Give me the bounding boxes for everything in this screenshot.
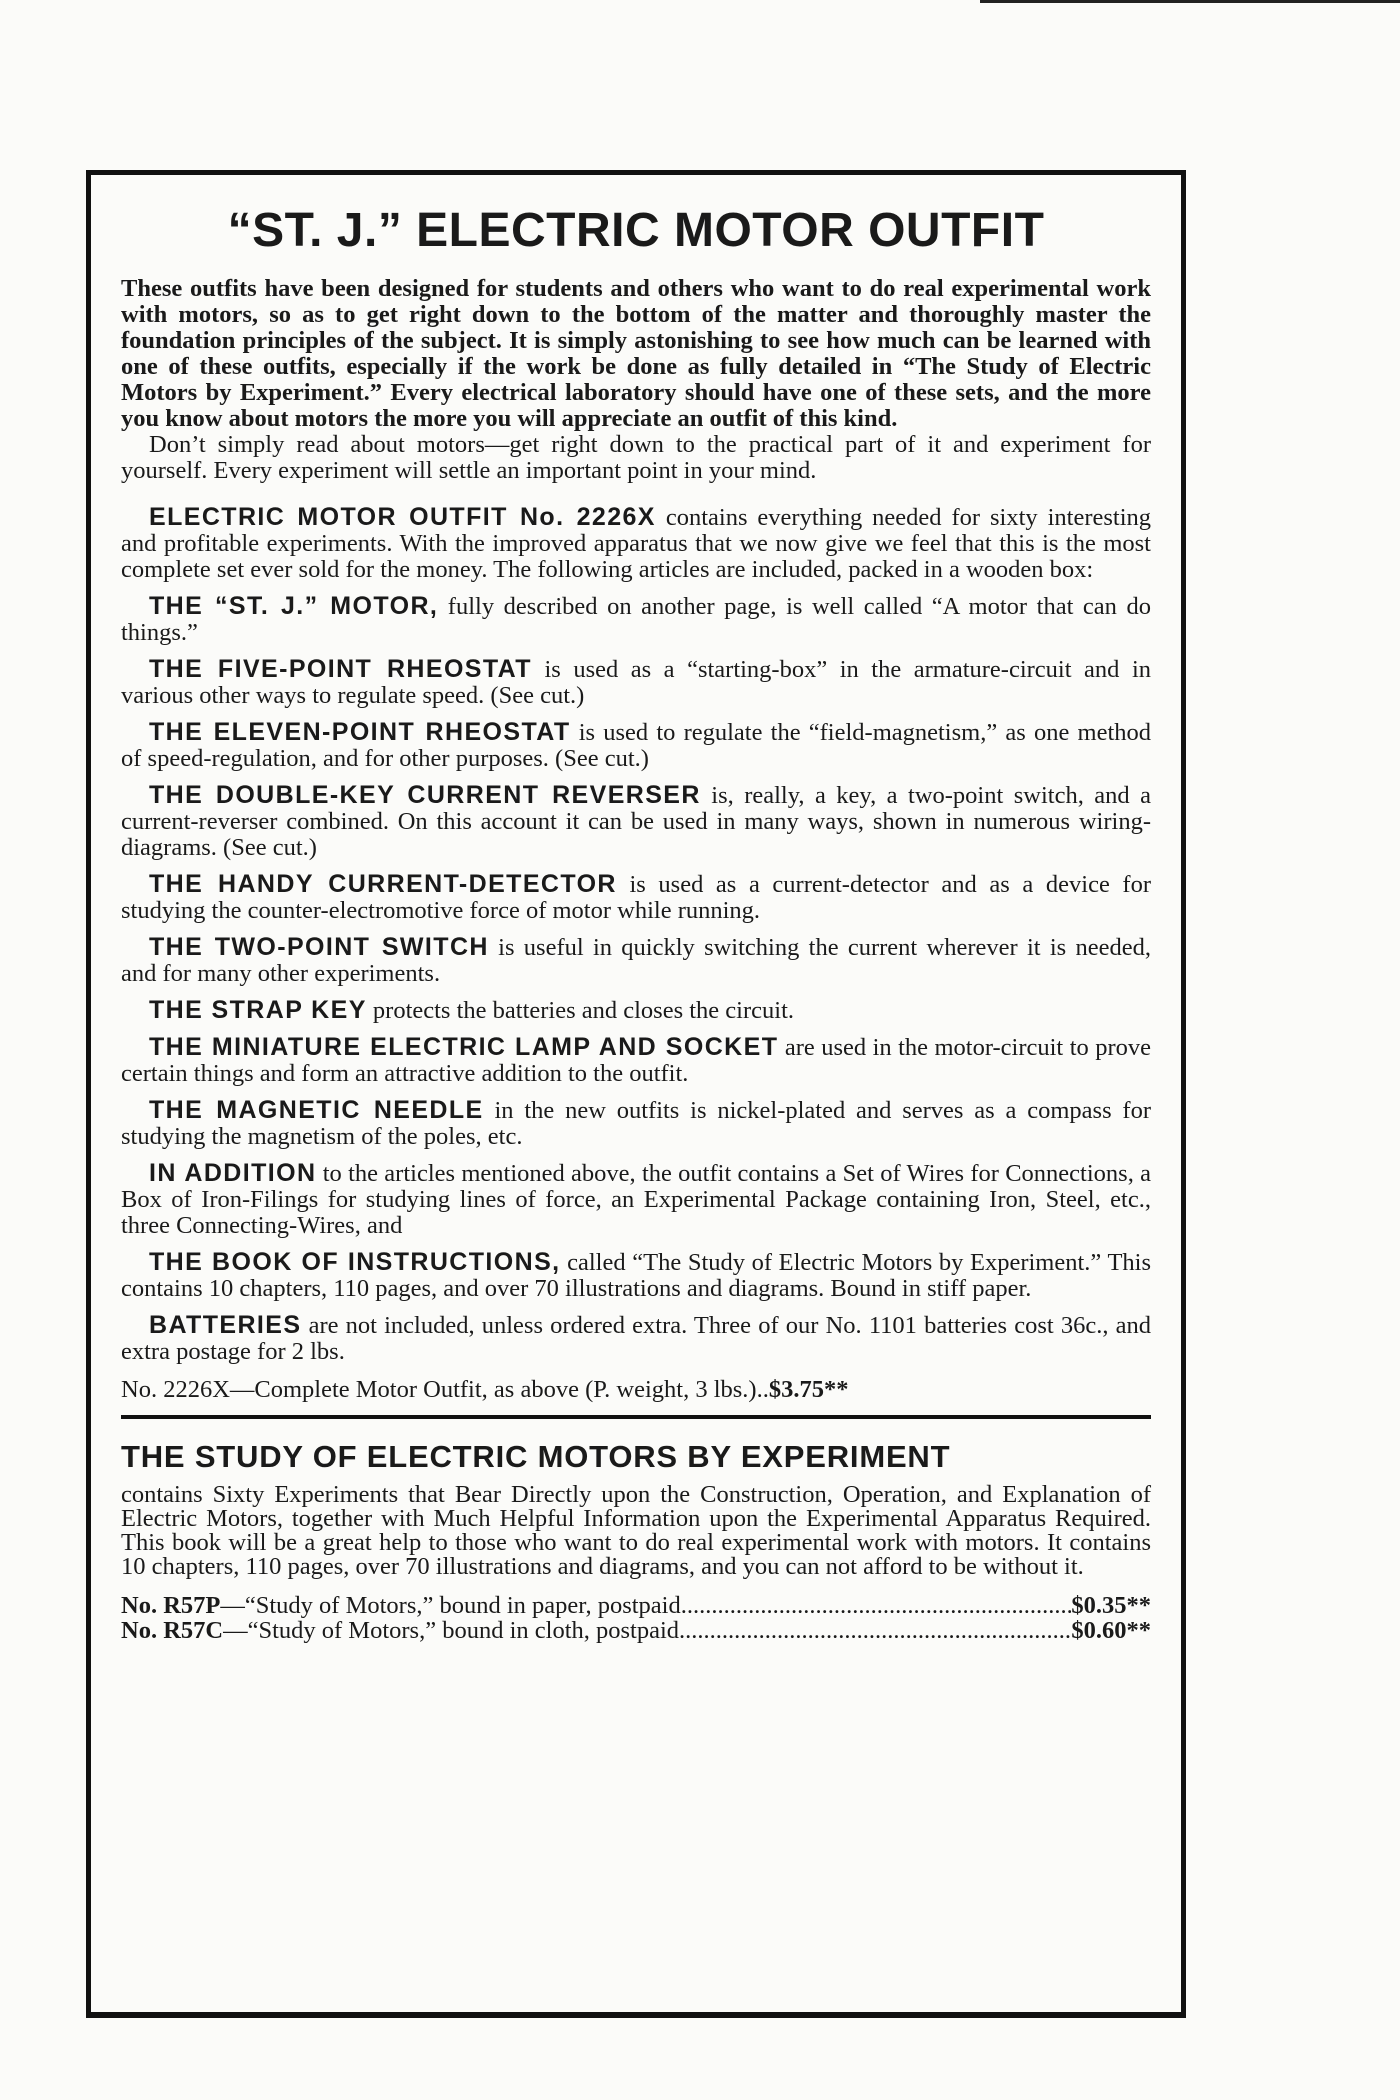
item-heading: THE “ST. J.” MOTOR,: [149, 592, 439, 620]
intro-section: [121, 276, 1151, 484]
list-item: [121, 593, 1151, 646]
item-text: is used as a current-detector and as a device for studying the counter-electromotive force of motor while running.: [121, 871, 1151, 924]
item-heading: THE ELEVEN-POINT RHEOSTAT: [149, 718, 571, 746]
item-text: is, really, a key, a two-point switch, and a current-reverser combined. On this account it can be used in many ways, shown in numerous wiring-diagrams. (See cut.): [121, 782, 1151, 861]
book-section: [121, 1439, 1151, 1643]
item-heading: THE DOUBLE-KEY CURRENT REVERSER: [149, 781, 701, 809]
list-item: [121, 1097, 1151, 1150]
dot-leader: [681, 1593, 1072, 1618]
order-description: —“Study of Motors,” bound in paper, postpaid: [220, 1593, 681, 1618]
item-text: is used to regulate the “field-magnetism,” as one method of speed-regulation, and for other purposes. (See cut.): [121, 719, 1152, 772]
list-item: [121, 871, 1151, 924]
section-divider: [121, 1415, 1151, 1419]
item-heading: THE MAGNETIC NEEDLE: [149, 1096, 484, 1124]
item-text: in the new outfits is nickel-plated and serves as a compass for studying the magnetism of the poles, etc.: [121, 1097, 1151, 1150]
ad-title: “ST. J.” ELECTRIC MOTOR OUTFIT: [227, 204, 1045, 257]
advertisement-box: [86, 170, 1186, 2018]
list-item: [121, 934, 1151, 987]
outfit-price-line: [121, 1377, 1151, 1403]
item-text: to the articles mentioned above, the outfit contains a Set of Wires for Connections, a Box of Iron-Filings for studying lines of force, an Experimental Package containing Iron, Steel, etc., three Connecting-Wires, and: [121, 1160, 1151, 1239]
page-edge-mark: [980, 0, 1400, 11]
item-heading: THE TWO-POINT SWITCH: [149, 933, 489, 961]
item-text: is useful in quickly switching the current wherever it is needed, and for many other experiments.: [121, 934, 1151, 987]
list-item: [121, 1160, 1151, 1239]
order-price: $0.60**: [1071, 1618, 1151, 1643]
book-description: contains Sixty Experiments that Bear Directly upon the Construction, Operation, and Explanation of Electric Motors, together with Much Helpful Information upon the Experimental Apparatus Required. This book will be a great help to those who want to do real experimental work with motors. It contains 10 chapters, 110 pages, over 70 illustrations and diagrams, and you can not afford to be without it.: [121, 1481, 1151, 1580]
order-price: $0.35**: [1071, 1593, 1151, 1618]
order-code: No. R57C: [121, 1618, 224, 1643]
list-item: [121, 656, 1151, 709]
outfit-description: [121, 504, 1151, 583]
intro-paragraph-1: These outfits have been designed for students and others who want to do real experimental work with motors, so as to get right down to the bottom of the matter and thoroughly master the foundation principles of the subject. It is simply astonishing to see how much can be learned with one of these outfits, especially if the work be done as fully detailed in “The Study of Electric Motors by Experiment.” Every electrical laboratory should have one of these sets, and the more you know about motors the more you will appreciate an outfit of this kind.: [121, 275, 1151, 432]
order-row: [121, 1593, 1151, 1618]
item-heading: THE FIVE-POINT RHEOSTAT: [149, 655, 532, 683]
item-text: is used as a “starting-box” in the armature-circuit and in various other ways to regulate speed. (See cut.): [121, 656, 1151, 709]
outfit-name: ELECTRIC MOTOR OUTFIT No. 2226X: [149, 503, 656, 531]
item-heading: THE HANDY CURRENT-DETECTOR: [149, 870, 617, 898]
item-text: called “The Study of Electric Motors by Experiment.” This contains 10 chapters, 110 pages, and over 70 illustrations and diagrams. Bound in stiff paper.: [121, 1249, 1152, 1302]
book-title: THE STUDY OF ELECTRIC MOTORS BY EXPERIMENT: [121, 1439, 951, 1474]
item-heading: THE STRAP KEY: [149, 996, 367, 1024]
item-heading: THE MINIATURE ELECTRIC LAMP AND SOCKET: [149, 1033, 779, 1061]
item-heading: THE BOOK OF INSTRUCTIONS,: [149, 1248, 561, 1276]
list-item: [121, 782, 1151, 861]
item-text: fully described on another page, is well called “A motor that can do things.”: [121, 593, 1151, 646]
list-item: [121, 1249, 1151, 1302]
order-row: [121, 1618, 1151, 1643]
list-item: [121, 1312, 1151, 1365]
price-text: No. 2226X—Complete Motor Outfit, as above (P. weight, 3 lbs.)..: [121, 1376, 769, 1403]
dot-leader: [679, 1618, 1071, 1643]
price-amount: $3.75**: [768, 1376, 849, 1403]
list-item: [121, 997, 1151, 1024]
item-heading: BATTERIES: [149, 1311, 302, 1339]
item-heading: IN ADDITION: [149, 1159, 317, 1187]
order-list: [121, 1593, 1151, 1643]
outfit-description-text: contains everything needed for sixty interesting and profitable experiments. With the improved apparatus that we now give we feel that this is the most complete set ever sold for the money. The following articles are included, packed in a wooden box:: [121, 504, 1151, 583]
list-item: [121, 1034, 1151, 1087]
item-text: protects the batteries and closes the circuit.: [366, 997, 795, 1024]
item-text: are used in the motor-circuit to prove certain things and form an attractive addition to the outfit.: [121, 1034, 1151, 1087]
intro-paragraph-2: Don’t simply read about motors—get right down to the practical part of it and experiment for yourself. Every experiment will settle an important point in your mind.: [121, 431, 1151, 484]
item-text: are not included, unless ordered extra. Three of our No. 1101 batteries cost 36c., and extra postage for 2 lbs.: [121, 1312, 1151, 1365]
order-description: —“Study of Motors,” bound in cloth, postpaid: [223, 1618, 680, 1643]
order-code: No. R57P: [121, 1593, 221, 1618]
list-item: [121, 719, 1151, 772]
